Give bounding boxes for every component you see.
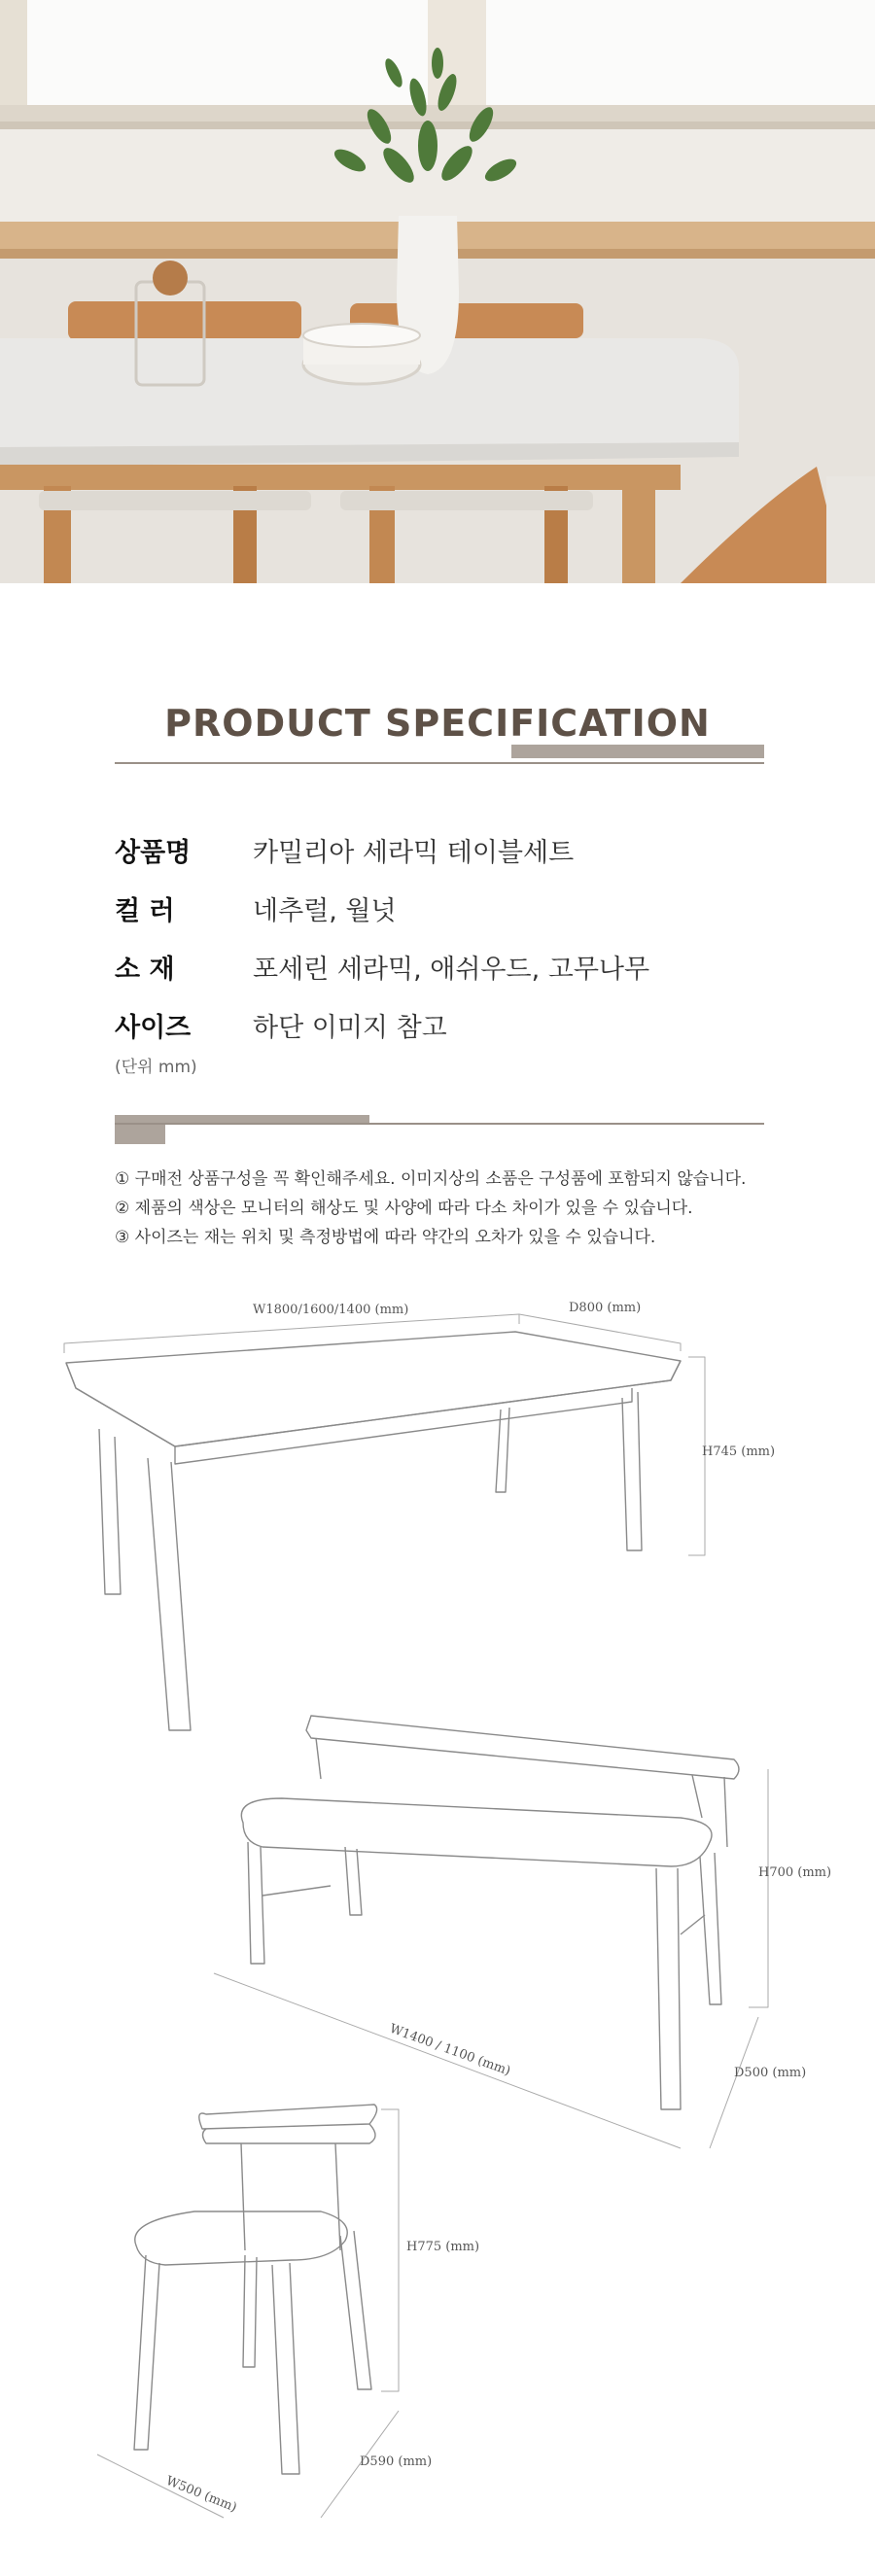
chair-drawing-icon bbox=[134, 2105, 377, 2474]
notes-accent-block bbox=[115, 1125, 165, 1144]
dining-table-photo-icon bbox=[0, 0, 875, 583]
unit-note: (단위 mm) bbox=[115, 1058, 197, 1077]
spec-row-color bbox=[115, 888, 397, 927]
spec-row-size bbox=[115, 1005, 447, 1044]
dim-label-bench-height: H700 (mm) bbox=[758, 1865, 832, 1880]
spec-value: 카밀리아 세라믹 테이블세트 bbox=[253, 837, 575, 868]
title-divider bbox=[115, 762, 764, 764]
dimension-drawings bbox=[0, 1273, 875, 2566]
note-item: ② 제품의 색상은 모니터의 해상도 및 사양에 따라 다소 차이가 있을 수 있습니다. bbox=[115, 1199, 693, 1218]
dim-label-chair-height: H775 (mm) bbox=[406, 2240, 480, 2254]
bench-drawing-icon bbox=[241, 1716, 739, 2109]
note-item: ① 구매전 상품구성을 꼭 확인해주세요. 이미지상의 소품은 구성품에 포함되지 않습니다. bbox=[115, 1169, 747, 1189]
table-drawing-icon bbox=[66, 1332, 681, 1730]
spec-row-material bbox=[115, 947, 649, 986]
dim-label-table-width: W1800/1600/1400 (mm) bbox=[253, 1303, 409, 1317]
spec-label: 소 재 bbox=[115, 954, 175, 985]
spec-label: 컬 러 bbox=[115, 895, 175, 926]
note-item: ③ 사이즈는 재는 위치 및 측정방법에 따라 약간의 오차가 있을 수 있습니다. bbox=[115, 1228, 656, 1247]
spec-label: 사이즈 bbox=[115, 1012, 192, 1043]
page-title: PRODUCT SPECIFICATION bbox=[164, 702, 711, 745]
dim-label-bench-depth: D500 (mm) bbox=[734, 2066, 807, 2080]
dim-label-table-height: H745 (mm) bbox=[702, 1445, 776, 1459]
spec-row-product-name bbox=[115, 830, 574, 869]
spec-value: 하단 이미지 참고 bbox=[253, 1012, 447, 1043]
dim-label-table-depth: D800 (mm) bbox=[569, 1301, 642, 1315]
notes-divider bbox=[115, 1123, 764, 1125]
dim-label-chair-depth: D590 (mm) bbox=[360, 2454, 433, 2469]
hero-photo bbox=[0, 0, 875, 583]
spec-label: 상품명 bbox=[115, 837, 192, 868]
dim-label-bench-width: W1400 / 1100 (mm) bbox=[387, 2021, 512, 2079]
spec-value: 포세린 세라믹, 애쉬우드, 고무나무 bbox=[253, 954, 650, 985]
spec-value: 네추럴, 월넛 bbox=[253, 895, 397, 926]
dim-label-chair-width: W500 (mm) bbox=[163, 2473, 239, 2516]
title-accent-bar bbox=[511, 745, 764, 758]
